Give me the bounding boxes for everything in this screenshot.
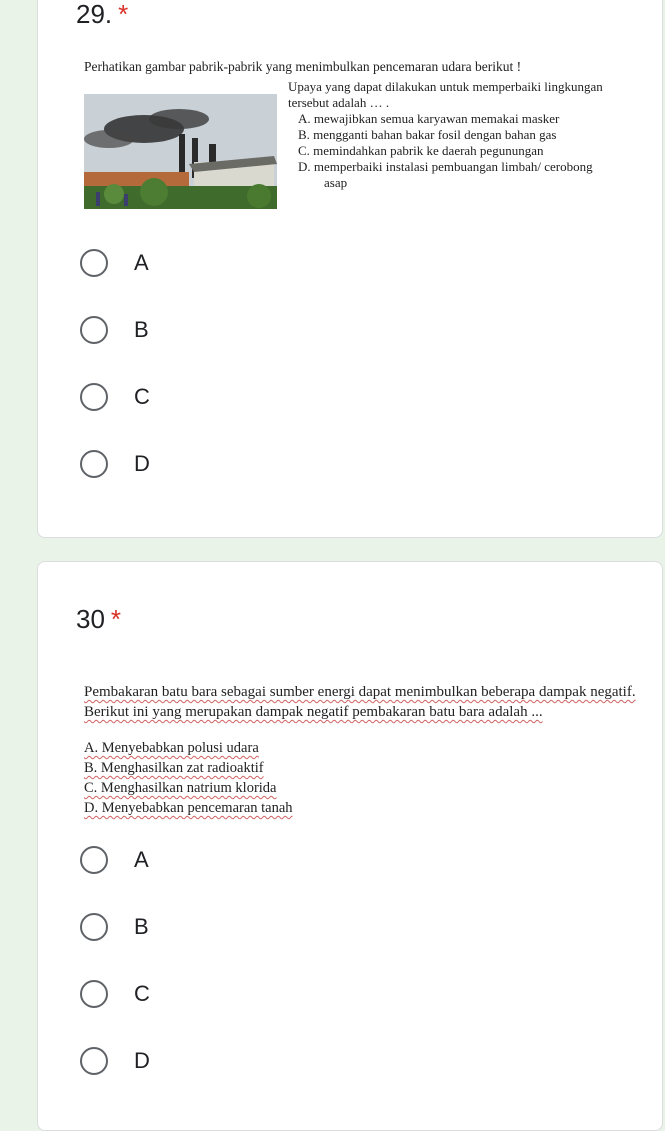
question-card-30: [37, 561, 663, 1131]
option-text-a: A. Menyebabkan polusi udara: [84, 740, 259, 756]
question-line-2: Berikut ini yang merupakan dampak negatif pembakaran batu bara adalah ...: [84, 704, 543, 720]
required-mark: *: [118, 0, 129, 29]
choice-a[interactable]: [80, 843, 149, 877]
radio-button[interactable]: [80, 383, 108, 411]
choice-label: C: [134, 384, 150, 409]
radio-button[interactable]: [80, 1047, 108, 1075]
question-body: [288, 79, 628, 191]
choice-b[interactable]: [80, 910, 149, 944]
factory-pollution-image: [84, 94, 277, 209]
choice-label: B: [134, 317, 149, 342]
question-number: [76, 0, 128, 30]
question-line-1: Pembakaran batu bara sebagai sumber energi dapat menimbulkan beberapa dampak negatif.: [84, 684, 636, 700]
radio-button[interactable]: [80, 913, 108, 941]
choice-label: B: [134, 914, 149, 939]
radio-button[interactable]: [80, 846, 108, 874]
choice-a[interactable]: [80, 246, 149, 280]
option-text-c: C. memindahkan pabrik ke daerah pegunungan: [298, 143, 544, 158]
choice-c[interactable]: [80, 380, 150, 414]
choice-label: C: [134, 981, 150, 1006]
question-number-text: 29.: [76, 0, 113, 29]
option-list: [84, 738, 293, 818]
option-text-a: A. mewajibkan semua karyawan memakai masker: [298, 111, 560, 126]
question-body: [84, 682, 636, 722]
question-prompt: Perhatikan gambar pabrik-pabrik yang menimbulkan pencemaran udara berikut !: [84, 59, 522, 74]
choice-d[interactable]: [80, 1044, 150, 1078]
radio-button[interactable]: [80, 450, 108, 478]
option-text-d: D. memperbaiki instalasi pembuangan limbah/ cerobong: [298, 159, 593, 174]
choice-c[interactable]: [80, 977, 150, 1011]
required-mark: *: [110, 604, 122, 634]
option-text-c: C. Menghasilkan natrium klorida: [84, 780, 277, 796]
option-text-d-continued: asap: [324, 175, 348, 190]
choice-label: A: [134, 250, 149, 275]
question-line-1: Upaya yang dapat dilakukan untuk memperbaiki lingkungan: [288, 79, 603, 94]
option-text-b: B. Menghasilkan zat radioaktif: [84, 760, 264, 776]
radio-button[interactable]: [80, 249, 108, 277]
choice-label: D: [134, 451, 150, 476]
question-number: [76, 604, 121, 635]
option-text-d: D. Menyebabkan pencemaran tanah: [84, 800, 293, 816]
choice-d[interactable]: [80, 447, 150, 481]
question-number-text: 30: [76, 604, 105, 634]
option-text-b: B. mengganti bahan bakar fosil dengan bahan gas: [298, 127, 557, 142]
choice-label: A: [134, 847, 149, 872]
radio-button[interactable]: [80, 316, 108, 344]
radio-button[interactable]: [80, 980, 108, 1008]
question-line-2: tersebut adalah … .: [288, 95, 390, 110]
choice-b[interactable]: [80, 313, 149, 347]
question-card-29: [37, 0, 663, 538]
choice-label: D: [134, 1048, 150, 1073]
